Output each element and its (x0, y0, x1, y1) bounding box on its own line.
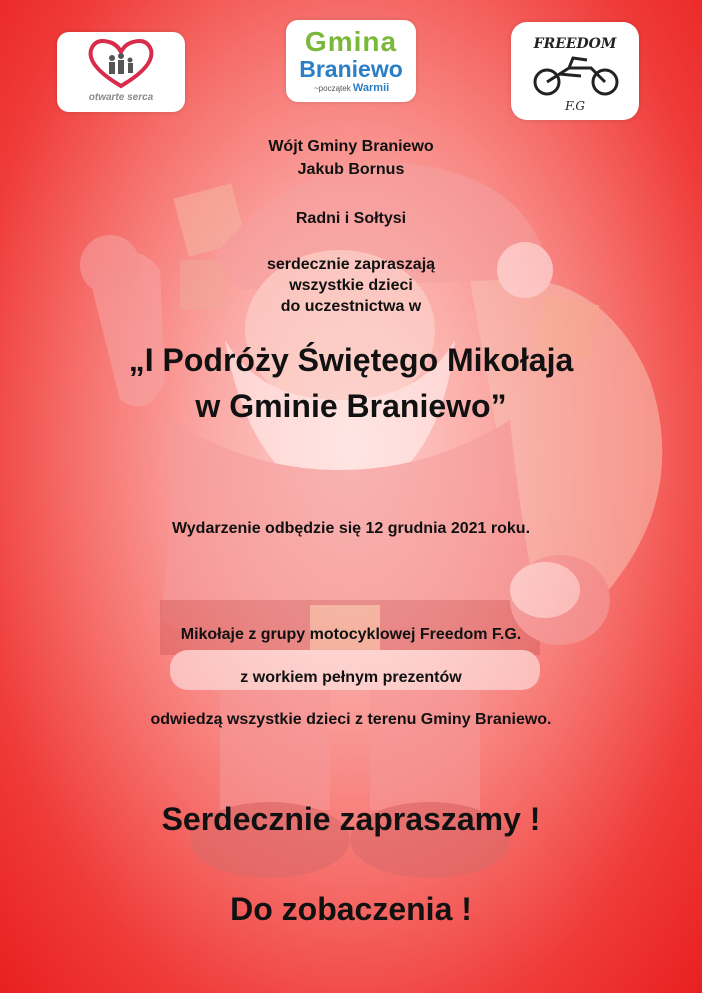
event-title-line-1: „I Podróży Świętego Mikołaja (128, 342, 574, 378)
closing-see-you: Do zobaczenia ! (230, 891, 472, 927)
freedom-wordmark: FREEDOM (533, 36, 617, 52)
braniewo-word: Braniewo (299, 56, 403, 82)
invite-line-3: do uczestnictwa w (280, 298, 422, 315)
invite-line-2: wszystkie dzieci (289, 277, 413, 294)
motorcycle-icon (511, 22, 639, 120)
heart-family-icon (57, 32, 185, 94)
otwarte-serca-logo (57, 32, 185, 112)
gmina-word: Gmina (304, 26, 398, 57)
wojt-title: Wójt Gminy Braniewo (268, 138, 434, 155)
closing-invitation: Serdecznie zapraszamy ! (161, 801, 541, 837)
event-title-line-2: w Gminie Braniewo” (195, 388, 507, 424)
details-line-1: Mikołaje z grupy motocyklowej Freedom F.G. (180, 626, 522, 643)
tagline-accent: Warmii (352, 82, 390, 94)
freedom-fg-logo (511, 22, 639, 120)
radni-soltysi: Radni i Sołtysi (295, 210, 407, 227)
invite-line-1: serdecznie zapraszają (266, 256, 436, 273)
otwarte-serca-caption: otwarte serca (88, 92, 154, 103)
details-line-3: odwiedzą wszystkie dzieci z terenu Gminy Braniewo. (150, 711, 552, 728)
tagline-prefix: ~początek (314, 84, 353, 93)
poczatek-warmii-tagline (314, 82, 389, 94)
wojt-name: Jakub Bornus (297, 161, 405, 178)
event-date: Wydarzenie odbędzie się 12 grudnia 2021 roku. (171, 520, 531, 537)
details-line-2: z workiem pełnym prezentów (240, 669, 462, 686)
fg-initials: F.G (565, 99, 585, 113)
gmina-braniewo-logo (286, 20, 416, 102)
